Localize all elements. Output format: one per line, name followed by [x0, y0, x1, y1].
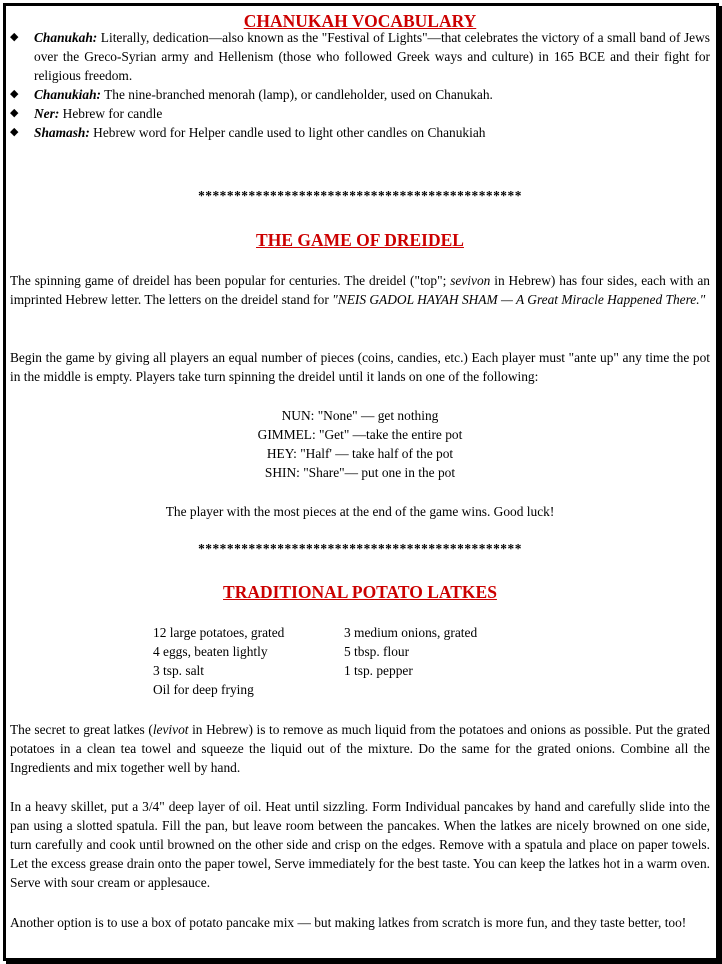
vocab-term: Chanukiah: — [34, 87, 101, 102]
latkes-heading: TRADITIONAL POTATO LATKES — [223, 582, 497, 602]
ingredient: 5 tbsp. flour — [344, 644, 410, 659]
ingredient: 3 tsp. salt — [153, 663, 204, 678]
vocab-term: Chanukah: — [34, 30, 98, 45]
latkes-method-paragraph: In a heavy skillet, put a 3/4" deep layer of oil. Heat until sizzling. Form Individual pancakes by hand and carefully slide into the pan using a slotted spatula. Fill the pan, but leave room between the pancakes. When the latkes are nicely browned on one side, turn carefully and cook until browned on the other side and crisp on the edges. Remove with a spatula and place on paper towels. Let the excess grease drain onto the paper towel, Serve immediately for the best taste. You can keep the latkes hot in a warm oven. Serve with sour cream or applesauce. — [10, 799, 710, 890]
vocab-item — [10, 85, 710, 104]
ingredients-left-column — [153, 623, 344, 699]
dreidel-rules-paragraph: Begin the game by giving all players an equal number of pieces (coins, candies, etc.) Each player must "ante up" any time the pot in the middle is empty. Players take turn spinning the dreidel until it lands on one of the following: — [10, 350, 710, 384]
diamond-bullet-icon: ◆ — [10, 126, 19, 138]
vocab-term: Ner: — [34, 106, 60, 121]
ingredient: 1 tsp. pepper — [344, 663, 413, 678]
separator: ********************************************* — [198, 188, 522, 203]
dreidel-intro-paragraph: The spinning game of dreidel has been popular for centuries. The dreidel ("top"; sevivon in Hebrew) has four sides, each with an imprinted Hebrew letter. The letters on the dreidel stand for "NEIS GADOL HAYAH SHAM — A Great Miracle Happened There." — [10, 273, 710, 307]
vocabulary-list — [10, 28, 710, 142]
rule-gimmel: GIMMEL: "Get" —take the entire pot — [257, 427, 463, 442]
latkes-secret-paragraph: The secret to great latkes (levivot in Hebrew) is to remove as much liquid from the potatoes and onions as possible. Put the grated potatoes in a clean tea towel and squeeze the liquid out of the mixture. Do the same for the grated onions. Combine all the Ingredients and mix together well by hand. — [10, 722, 710, 775]
diamond-bullet-icon: ◆ — [10, 88, 19, 100]
separator: ********************************************* — [198, 541, 522, 556]
vocab-definition: The nine-branched menorah (lamp), or candleholder, used on Chanukah. — [101, 87, 493, 102]
vocab-item — [10, 104, 710, 123]
diamond-bullet-icon: ◆ — [10, 107, 19, 119]
vocab-definition: Hebrew word for Helper candle used to light other candles on Chanukiah — [89, 125, 486, 140]
vocab-item — [10, 28, 710, 85]
vocab-item — [10, 123, 710, 142]
ingredient: 3 medium onions, grated — [344, 625, 478, 640]
ingredient: Oil for deep frying — [153, 682, 254, 697]
vocabulary-heading: CHANUKAH VOCABULARY — [243, 11, 477, 31]
ingredients-list — [153, 623, 553, 699]
dreidel-closing: The player with the most pieces at the end of the game wins. Good luck! — [165, 504, 555, 519]
ingredients-right-column — [344, 623, 535, 699]
ingredient: 4 eggs, beaten lightly — [153, 644, 268, 659]
latkes-alternative-paragraph: Another option is to use a box of potato pancake mix — but making latkes from scratch is more fun, and they taste better, too! — [10, 915, 687, 930]
diamond-bullet-icon: ◆ — [10, 31, 19, 43]
rule-hey: HEY: "Half' — take half of the pot — [266, 446, 454, 461]
rule-nun: NUN: "None" — get nothing — [281, 408, 439, 423]
dreidel-heading: THE GAME OF DREIDEL — [256, 230, 464, 250]
vocab-definition: Literally, dedication—also known as the "Festival of Lights"—that celebrates the victory of a small band of Jews over the Greco-Syrian army and Hellenism (those who followed Greek ways and culture) in 165 BCE and their fight for religious freedom. — [34, 30, 710, 83]
rule-shin: SHIN: "Share"— put one in the pot — [264, 465, 456, 480]
dreidel-rules-list — [10, 406, 710, 482]
vocab-definition: Hebrew for candle — [59, 106, 163, 121]
vocab-term: Shamash: — [34, 125, 90, 140]
ingredient: 12 large potatoes, grated — [153, 625, 285, 640]
